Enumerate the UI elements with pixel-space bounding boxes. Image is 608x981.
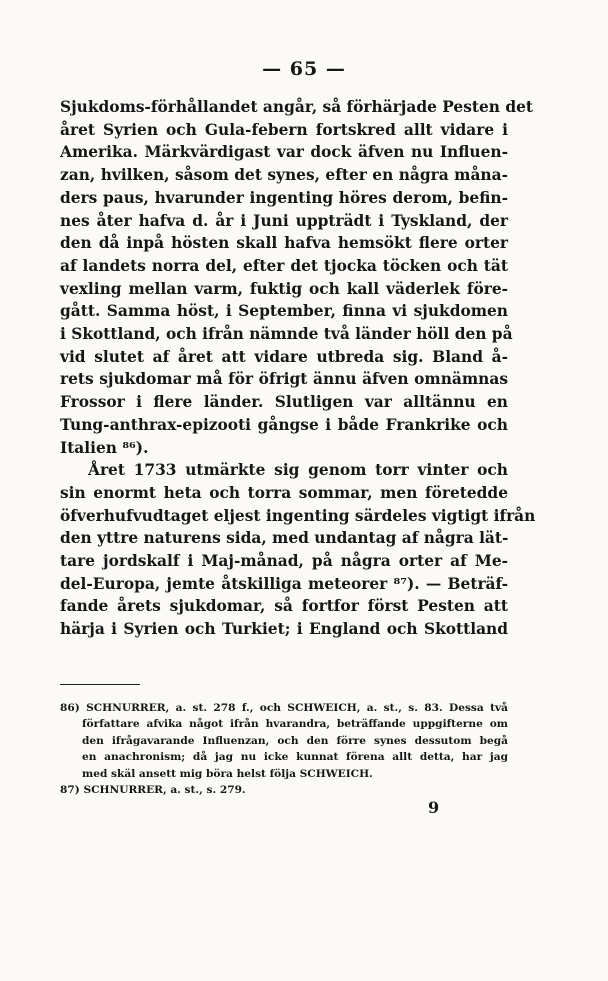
text-line: sin enormt heta och torra sommar, men företedde <box>60 483 508 502</box>
text-line: härja i Syrien och Turkiet; i England och Skottland <box>60 620 508 639</box>
footnote-line: med skäl ansett mig böra helst följa SCHWEICH. <box>82 767 373 780</box>
text-line: rets sjukdomar må för öfrigt ännu äfven omnämnas <box>60 370 508 389</box>
text-line: öfverhufvudtaget eljest ingenting särdeles vigtigt ifrån <box>60 506 536 525</box>
footnote-line: författare afvika något ifrån hvarandra, beträffande uppgifterne om <box>82 718 508 731</box>
text-line: året Syrien och Gula-febern fortskred allt vidare i <box>60 120 508 139</box>
text-line: del-Europa, jemte åtskilliga meteorer ⁸⁷). — Beträf- <box>60 574 508 593</box>
text-line: vid slutet af året att vidare utbreda sig. Bland å- <box>60 347 508 366</box>
text-line: zan, hvilken, såsom det synes, efter en några måna- <box>60 166 508 185</box>
text-line: Tung-anthrax-epizooti gångse i både Frankrike och <box>60 415 508 434</box>
text-line: Sjukdoms-förhållandet angår, så förhärjade Pesten det <box>60 98 533 116</box>
text-line: gått. Samma höst, i September, finna vi sjukdomen <box>60 302 508 321</box>
page-number: — 65 — <box>262 58 346 80</box>
text-line: i Skottland, och ifrån nämnde två länder höll den på <box>60 325 513 344</box>
text-line: ders paus, hvarunder ingenting höres derom, befin- <box>60 188 508 207</box>
text-line: den yttre naturens sida, med undantag af några lät- <box>60 529 509 548</box>
text-line: den då inpå hösten skall hafva hemsökt flere orter <box>60 234 508 253</box>
footnote-divider <box>60 684 140 685</box>
signature-mark: 9 <box>428 798 440 817</box>
text-line: Italien ⁸⁶). <box>60 438 149 457</box>
footnotes <box>60 700 508 798</box>
text-line: Amerika. Märkvärdigast var dock äfven nu Influen- <box>60 143 508 162</box>
footnote-line: en anachronism; då jag nu icke kunnat förena allt detta, har jag <box>82 751 508 764</box>
text-line: fande årets sjukdomar, så fortfor först Pesten att <box>60 597 508 616</box>
text-line: tare jordskalf i Maj-månad, på några orter af Me- <box>60 552 508 571</box>
main-text <box>60 96 536 641</box>
footnote-line: 86) SCHNURRER, a. st. 278 f., och SCHWEICH, a. st., s. 83. Dessa två <box>60 702 508 714</box>
footnote-line: 87) SCHNURRER, a. st., s. 279. <box>60 784 246 797</box>
text-line: Året 1733 utmärkte sig genom torr vinter och <box>88 461 508 480</box>
text-line: nes åter hafva d. år i Juni uppträdt i Tyskland, der <box>60 211 508 230</box>
text-line: Frossor i flere länder. Slutligen var alltännu en <box>60 393 508 412</box>
footnote-line: den ifrågavarande Influenzan, och den förre synes dessutom begå <box>82 734 508 747</box>
text-line: af landets norra del, efter det tjocka töcken och tät <box>60 256 508 275</box>
text-line: vexling mellan varm, fuktig och kall väderlek före- <box>60 279 508 298</box>
